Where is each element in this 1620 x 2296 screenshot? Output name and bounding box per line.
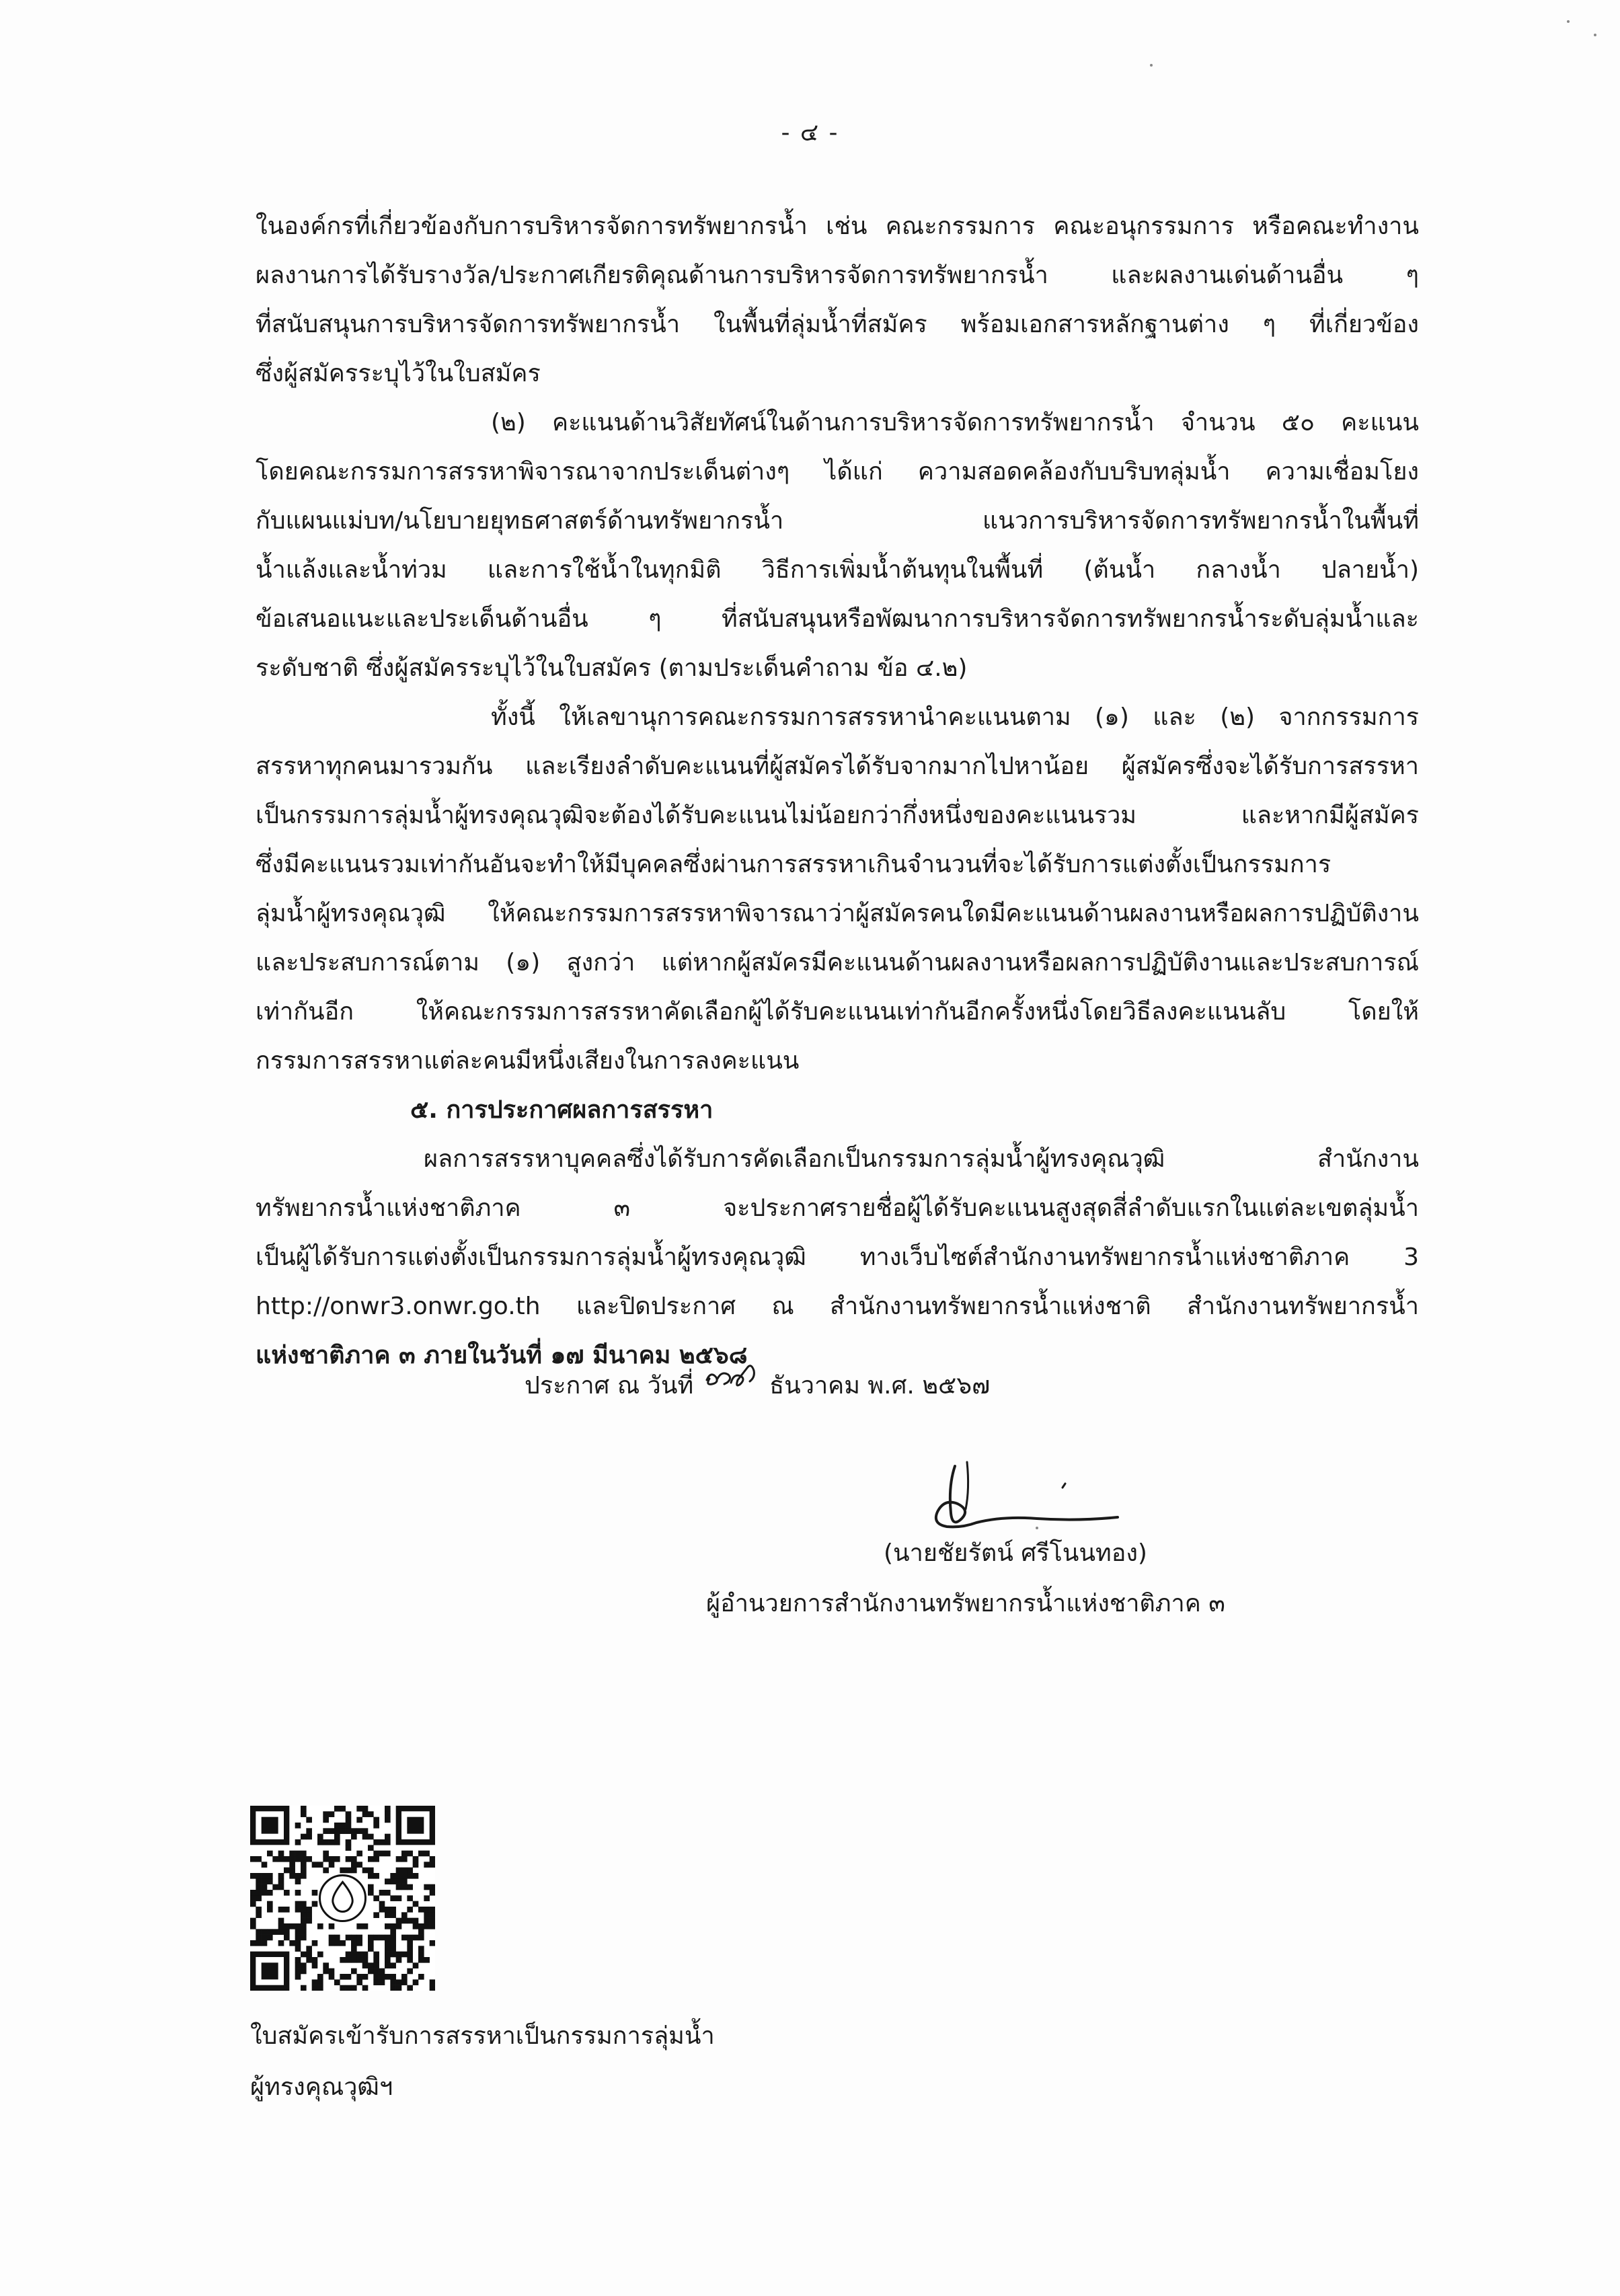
handwritten-day bbox=[701, 1359, 762, 1392]
text-line: ข้อเสนอแนะและประเด็นด้านอื่น ๆ ที่สนับสนุนหรือพัฒนาการบริหารจัดการทรัพยากรน้ำระดับลุ่มน้ำและ bbox=[256, 605, 1419, 633]
date-prefix: ประกาศ ณ วันที่ bbox=[525, 1372, 694, 1400]
scan-speck bbox=[1150, 64, 1153, 67]
qr-code-graphic bbox=[250, 1806, 435, 1991]
body-paragraph-1 bbox=[256, 202, 1419, 398]
text-line: ที่สนับสนุนการบริหารจัดการทรัพยากรน้ำ ในพื้นที่ลุ่มน้ำที่สมัคร พร้อมเอกสารหลักฐานต่าง ๆ ที่เกี่ยวข้อง bbox=[256, 311, 1419, 338]
text-line: ซึ่งผู้สมัครระบุไว้ในใบสมัคร bbox=[256, 360, 541, 387]
qr-code-icon[interactable] bbox=[250, 1806, 435, 1991]
text-line: กรรมการสรรหาแต่ละคนมีหนึ่งเสียงในการลงคะแนน bbox=[256, 1047, 800, 1075]
handwritten-day-icon bbox=[701, 1359, 762, 1399]
body-paragraph-4 bbox=[256, 1135, 1419, 1380]
section-heading-5 bbox=[256, 1085, 1419, 1135]
section-heading: ๕. การประกาศผลการสรรหา bbox=[410, 1096, 713, 1124]
text-line: ลุ่มน้ำผู้ทรงคุณวุฒิ ให้คณะกรรมการสรรหาพิจารณาว่าผู้สมัครคนใดมีคะแนนด้านผลงานหรือผลการปฏิบัติงาน bbox=[256, 900, 1419, 927]
text-line: http://onwr3.onwr.go.th และปิดประกาศ ณ สำนักงานทรัพยากรน้ำแห่งชาติ สำนักงานทรัพยากรน้ำ bbox=[256, 1293, 1419, 1320]
scan-speck bbox=[1567, 20, 1570, 23]
text-line: ระดับชาติ ซึ่งผู้สมัครระบุไว้ในใบสมัคร (ตามประเด็นคำถาม ข้อ ๔.๒) bbox=[256, 654, 968, 682]
text-line: ในองค์กรที่เกี่ยวข้องกับการบริหารจัดการทรัพยากรน้ำ เช่น คณะกรรมการ คณะอนุกรรมการ หรือคณะทำงาน bbox=[256, 213, 1419, 240]
text-line: น้ำแล้งและน้ำท่วม และการใช้น้ำในทุกมิติ วิธีการเพิ่มน้ำต้นทุนในพื้นที่ (ต้นน้ำ กลางน้ำ ปลายน้ำ) bbox=[256, 556, 1419, 584]
text-line: เป็นกรรมการลุ่มน้ำผู้ทรงคุณวุฒิจะต้องได้รับคะแนนไม่น้อยกว่ากึ่งหนึ่งของคะแนนรวม และหากมีผู้สมัคร bbox=[256, 802, 1419, 829]
text-line: กับแผนแม่บท/นโยบายยุทธศาสตร์ด้านทรัพยากรน้ำ แนวการบริหารจัดการทรัพยากรน้ำในพื้นที่ bbox=[256, 507, 1419, 535]
announcement-date bbox=[525, 1359, 990, 1404]
text-line: โดยคณะกรรมการสรรหาพิจารณาจากประเด็นต่างๆ ได้แก่ ความสอดคล้องกับบริบทลุ่มน้ำ ความเชื่อมโยง bbox=[256, 458, 1419, 486]
text-line: เท่ากันอีก ให้คณะกรรมการสรรหาคัดเลือกผู้ได้รับคะแนนเท่ากันอีกครั้งหนึ่งโดยวิธีลงคะแนนลับ โดยให้ bbox=[256, 998, 1419, 1026]
text-line: และประสบการณ์ตาม (๑) สูงกว่า แต่หากผู้สมัครมีคะแนนด้านผลงานหรือผลการปฏิบัติงานและประสบการณ์ bbox=[256, 949, 1419, 977]
scan-speck bbox=[1594, 34, 1596, 36]
body-paragraph-3 bbox=[256, 693, 1419, 1085]
signer-title: ผู้อำนวยการสำนักงานทรัพยากรน้ำแห่งชาติภาค ๓ bbox=[706, 1590, 1225, 1617]
qr-caption bbox=[250, 2011, 715, 2113]
scan-speck bbox=[1036, 1527, 1038, 1529]
qr-caption-line: ใบสมัครเข้ารับการสรรหาเป็นกรรมการลุ่มน้ำ bbox=[250, 2022, 715, 2050]
text-line: ซึ่งมีคะแนนรวมเท่ากันอันจะทำให้มีบุคคลซึ่งผ่านการสรรหาเกินจำนวนที่จะได้รับการแต่งตั้งเป็นกรรมการ bbox=[256, 851, 1332, 878]
signer-name: (นายชัยรัตน์ ศรีโนนทอง) bbox=[884, 1539, 1147, 1567]
text-line: ทั้งนี้ ให้เลขานุการคณะกรรมการสรรหานำคะแนนตาม (๑) และ (๒) จากกรรมการ bbox=[491, 703, 1419, 731]
text-line: ผลการสรรหาบุคคลซึ่งได้รับการคัดเลือกเป็นกรรมการลุ่มน้ำผู้ทรงคุณวุฒิ สำนักงาน bbox=[424, 1145, 1419, 1173]
text-line: ทรัพยากรน้ำแห่งชาติภาค ๓ จะประกาศรายชื่อผู้ได้รับคะแนนสูงสุดสี่ลำดับแรกในแต่ละเขตลุ่มน้ำ bbox=[256, 1194, 1419, 1222]
qr-caption-line: ผู้ทรงคุณวุฒิฯ bbox=[250, 2073, 393, 2101]
text-line: เป็นผู้ได้รับการแต่งตั้งเป็นกรรมการลุ่มน้ำผู้ทรงคุณวุฒิ ทางเว็บไซต์สำนักงานทรัพยากรน้ำแห่งชาติภาค 3 bbox=[256, 1243, 1419, 1271]
text-line: (๒) คะแนนด้านวิสัยทัศน์ในด้านการบริหารจัดการทรัพยากรน้ำ จำนวน ๕๐ คะแนน bbox=[491, 409, 1419, 436]
text-line-deadline: แห่งชาติภาค ๓ ภายในวันที่ ๑๗ มีนาคม ๒๕๖๘ bbox=[256, 1342, 748, 1369]
text-line: ผลงานการได้รับรางวัล/ประกาศเกียรติคุณด้านการบริหารจัดการทรัพยากรน้ำ และผลงานเด่นด้านอื่น ๆ bbox=[256, 262, 1419, 289]
text-line: สรรหาทุกคนมารวมกัน และเรียงลำดับคะแนนที่ผู้สมัครได้รับจากมากไปหาน้อย ผู้สมัครซึ่งจะได้รับการสรรหา bbox=[256, 753, 1419, 780]
page-number: - ๔ - bbox=[781, 119, 839, 147]
date-suffix: ธันวาคม พ.ศ. ๒๕๖๗ bbox=[769, 1372, 991, 1400]
body-paragraph-2 bbox=[256, 398, 1419, 693]
